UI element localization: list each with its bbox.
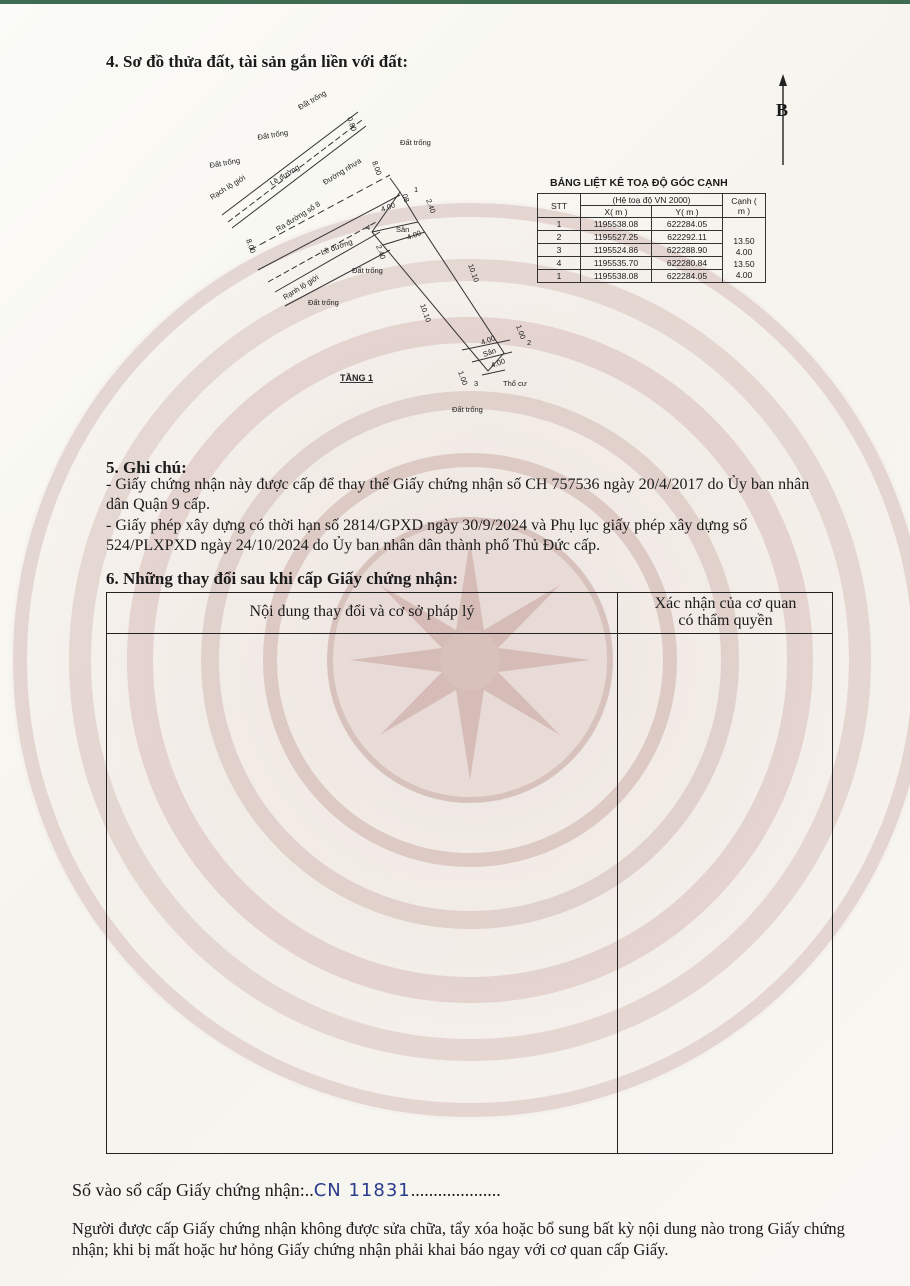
dim-4-00-a: 4.00 [379, 200, 397, 214]
label-rach-lo-gioi-1: Rạch lộ giới [208, 172, 247, 202]
changes-col-content: Nội dung thay đổi và cơ sở pháp lý [249, 603, 475, 620]
edge-value: 13.50 [733, 258, 755, 269]
label-rach-lo-gioi-2: Rạnh lộ giới [281, 272, 321, 302]
label-dat-trong-2: Đất trống [256, 127, 289, 142]
section-4-title: 4. Sơ đồ thửa đất, tài sản gắn liền với đất: [106, 52, 409, 71]
label-duong-nhua: Đường nhựa [321, 156, 363, 187]
cell-y: 622288.90 [652, 243, 723, 256]
registry-number: CN 11831 [313, 1180, 411, 1201]
label-tang-1: TẦNG 1 [340, 373, 374, 383]
dim-4-00-b: 4.00 [405, 228, 423, 242]
coord-col-canh: Cạnh ( m ) [723, 194, 766, 218]
registry-dots: .................... [410, 1180, 501, 1200]
label-le-duong-1: Lề đường [268, 162, 301, 188]
dim-2-40-a: 2.40 [424, 197, 438, 215]
edge-value: 13.50 [733, 235, 755, 246]
header-divider [107, 633, 832, 634]
coord-table [537, 193, 766, 283]
label-dat-trong-5: Đất trống [352, 266, 383, 275]
label-dat-trong-4: Đất trống [208, 155, 241, 170]
label-dat-trong-3: Đất trống [400, 138, 431, 147]
note-2: - Giấy phép xây dựng có thời hạn số 2814/GPXD ngày 30/9/2024 và Phụ lục giấy phép xây dựng số 524/PLXPXD ngày 24/10/2024 do Ủy ban nhân dân thành phố Thủ Đức cấp. [106, 517, 748, 554]
cell-stt: 1 [538, 218, 581, 231]
label-dat-trong-6: Đất trống [308, 298, 339, 307]
point-2: 2 [527, 338, 532, 347]
point-3: 3 [474, 379, 479, 388]
dim-4-00-d: 4.00 [489, 356, 507, 370]
cell-y: 622284.05 [652, 269, 723, 282]
dim-4-00-c: 4.00 [479, 333, 497, 347]
cell-x: 1195535.70 [581, 256, 652, 269]
edge-value: 4.00 [735, 247, 753, 257]
dim-1-00-b: 1.00 [456, 369, 470, 387]
table-row [538, 218, 766, 231]
label-tho-cu: Thổ cư [503, 379, 527, 388]
cell-y: 622280.84 [652, 256, 723, 269]
cell-edges [723, 218, 766, 283]
point-4: 4 [366, 223, 371, 232]
warning-text: Người được cấp Giấy chứng nhận không được sửa chữa, tẩy xóa hoặc bổ sung bất kỳ nội dung nào trong Giấy chứng nhận; khi bị mất hoặc hư hỏng Giấy chứng nhận phải khai báo ngay với cơ quan cấp Giấy. [72, 1219, 845, 1259]
cell-y: 622292.11 [652, 230, 723, 243]
coord-col-y: Y( m ) [652, 206, 723, 218]
confirmation-line-2: có thẩm quyền [678, 612, 773, 629]
label-le-duong-2: Lề đường [319, 237, 354, 257]
dim-8-00-b: 8.00 [244, 237, 258, 255]
dim-1-00-a: 1.00 [514, 323, 528, 341]
cell-stt: 3 [538, 243, 581, 256]
label-ra-duong: Ra đường số 8 [274, 199, 322, 234]
cell-x: 1195538.08 [581, 218, 652, 231]
north-label: B [776, 100, 789, 120]
confirmation-line-1: Xác nhận của cơ quan [654, 595, 797, 612]
label-san-2: Sân [481, 345, 498, 359]
label-dat-trong-7: Đất trống [452, 405, 483, 414]
cell-y: 622284.05 [652, 218, 723, 231]
coord-system: (Hệ toạ độ VN 2000) [581, 194, 723, 206]
registry-label: Số vào sổ cấp Giấy chứng nhận:.. [72, 1180, 314, 1200]
changes-col-confirmation [619, 595, 832, 629]
dim-2-40-b: 2.40 [374, 243, 388, 261]
cell-stt: 1 [538, 269, 581, 282]
label-dat-trong-1: Đất trống [296, 88, 328, 112]
edge-value: 4.00 [735, 270, 753, 280]
point-1: 1 [414, 185, 419, 194]
cell-stt: 4 [538, 256, 581, 269]
cell-stt: 2 [538, 230, 581, 243]
coord-col-x: X( m ) [581, 206, 652, 218]
section-5-title: 5. Ghi chú: [106, 458, 187, 477]
label-san-1: Sân [396, 225, 410, 234]
section-6-title: 6. Những thay đổi sau khi cấp Giấy chứng nhận: [106, 569, 459, 588]
column-divider [617, 593, 618, 1153]
coord-table-title: BẢNG LIỆT KÊ TOẠ ĐỘ GÓC CẠNH [550, 177, 728, 189]
cell-x: 1195524.86 [581, 243, 652, 256]
note-1: - Giấy chứng nhận này được cấp để thay thế Giấy chứng nhận số CH 757536 ngày 20/4/2017 do Ủy ban nhân dân Quận 9 cấp. [106, 476, 810, 513]
dim-10-10-b: 10.10 [418, 302, 434, 324]
changes-table [106, 592, 833, 1154]
dim-10-10-a: 10.10 [466, 262, 482, 284]
cell-x: 1195527.25 [581, 230, 652, 243]
coord-col-stt: STT [538, 194, 581, 218]
cell-x: 1195538.08 [581, 269, 652, 282]
dim-08: 08 [400, 192, 412, 204]
dim-8-00-a: 8.00 [370, 159, 384, 177]
registry-line [72, 1180, 501, 1201]
dim-0-80: 0.80 [345, 115, 359, 133]
